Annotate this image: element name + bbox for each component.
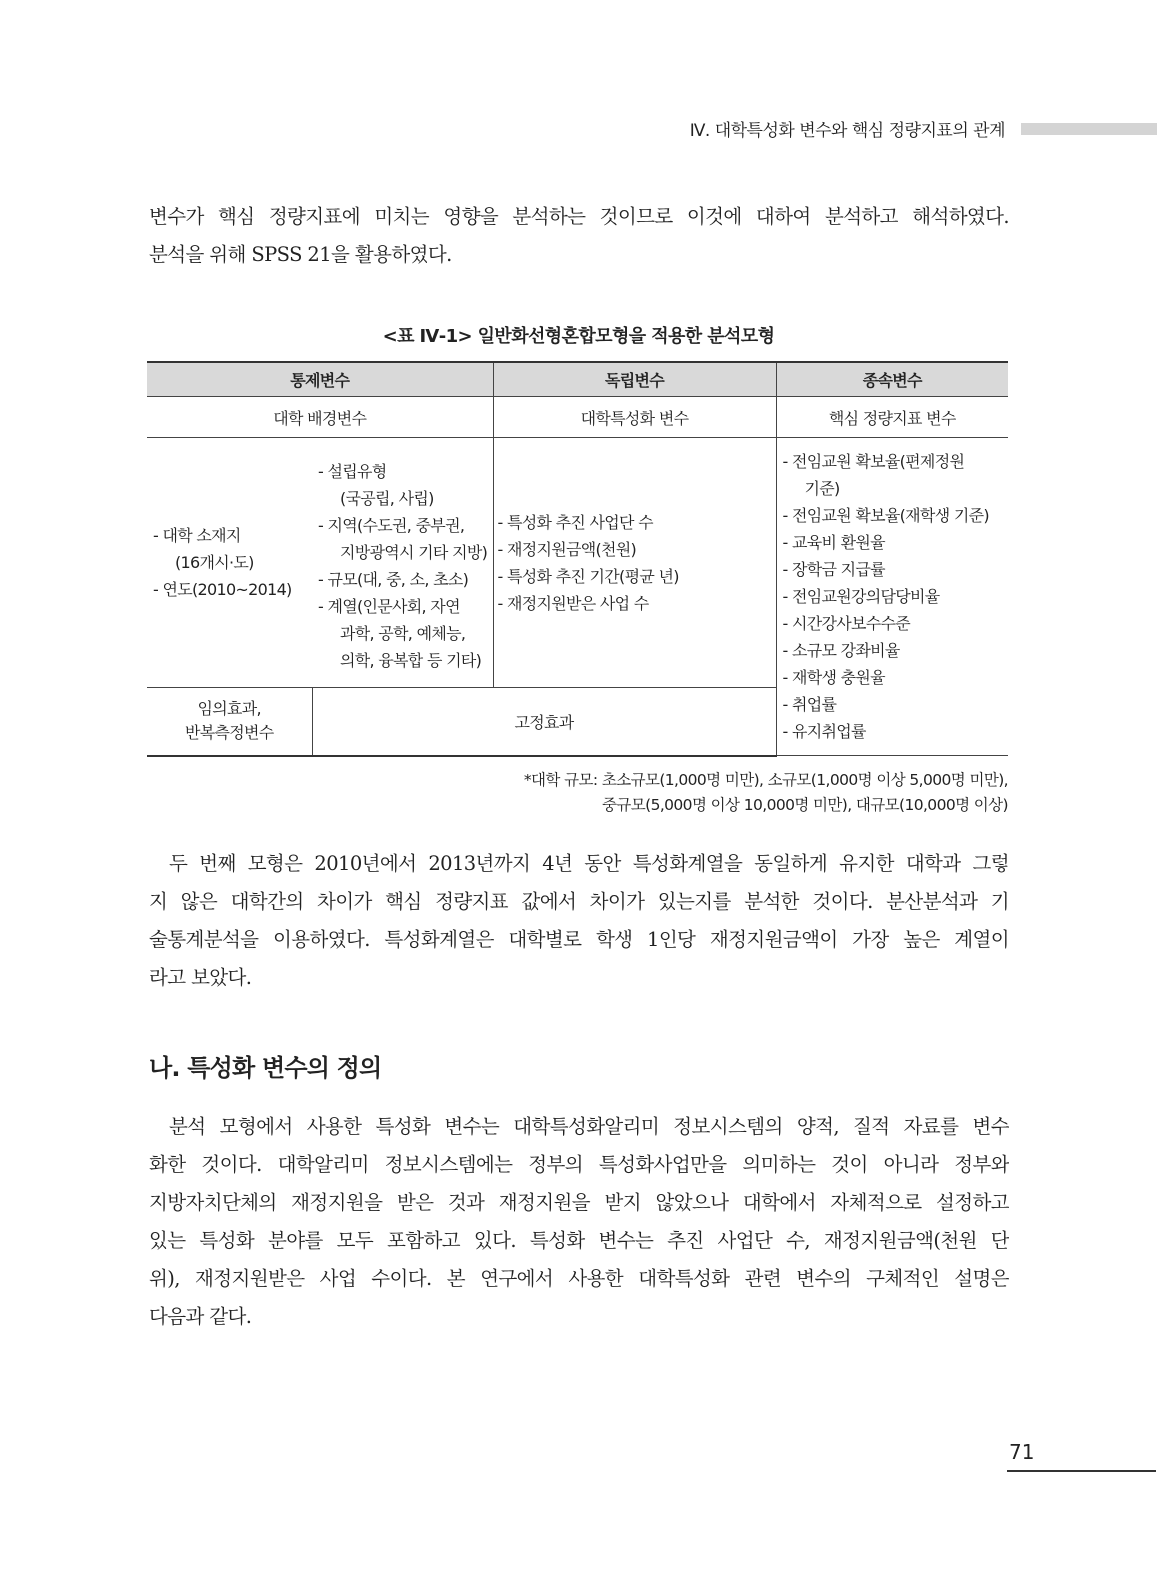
text-line: 술통계분석을 이용하였다. 특성화계열은 대학별로 학생 1인당 재정지원금액이 가장 높은 계열이	[149, 928, 1009, 951]
header-independent-vars: 독립변수	[493, 362, 776, 397]
table-caption: <표 Ⅳ-1> 일반화선형혼합모형을 적용한 분석모형	[382, 326, 775, 347]
dependent-cell	[776, 438, 1008, 756]
fixed-effect-cell: 고정효과	[312, 688, 776, 756]
text-line: 지 않은 대학간의 차이가 핵심 정량지표 값에서 차이가 있는지를 분석한 것이다. 분산분석과 기	[149, 890, 1009, 913]
running-header: Ⅳ. 대학특성화 변수와 핵심 정량지표의 관계	[689, 121, 1005, 141]
list-item: (국공립, 사립)	[340, 489, 434, 508]
random-effect-line: 반복측정변수	[184, 723, 274, 743]
control-right-cell	[312, 438, 493, 688]
subheader-background-vars: 대학 배경변수	[147, 397, 493, 438]
text-line: 위), 재정지원받은 사업 수이다. 본 연구에서 사용한 대학특성화 관련 변수의 구체적인 설명은	[149, 1267, 1009, 1290]
note-line: *대학 규모: 초소규모(1,000명 미만), 소규모(1,000명 이상 5,000명 미만),	[523, 771, 1008, 789]
header-dependent-vars: 종속변수	[776, 362, 1008, 397]
text-line: 분석 모형에서 사용한 특성화 변수는 대학특성화알리미 정보시스템의 양적, 질적 자료를 변수	[169, 1115, 1009, 1138]
page-number: 71	[1009, 1440, 1035, 1464]
list-item: - 소규모 강좌비율	[782, 641, 900, 660]
list-item: - 계열(인문사회, 자연	[318, 597, 460, 616]
list-item: - 연도(2010~2014)	[153, 580, 292, 599]
independent-cell	[493, 438, 776, 688]
list-item: - 전임교원 확보율(편제정원	[782, 452, 965, 471]
subheader-specialization-vars: 대학특성화 변수	[493, 397, 776, 438]
table-note	[524, 768, 1008, 818]
header-decor-bar	[1021, 123, 1157, 135]
header-control-vars: 통제변수	[147, 362, 493, 397]
independent-list	[498, 509, 776, 617]
list-item: - 지역(수도권, 중부권,	[318, 516, 465, 535]
text-line: 변수가 핵심 정량지표에 미치는 영향을 분석하는 것이므로 이것에 대하여 분석하고 해석하였다.	[149, 205, 1009, 228]
text-line: 있는 특성화 분야를 모두 포함하고 있다. 특성화 변수는 추진 사업단 수, 재정지원금액(천원 단	[149, 1229, 1009, 1252]
list-item: (16개시·도)	[175, 553, 254, 572]
list-item: 의학, 융복합 등 기타)	[340, 651, 482, 670]
list-item: - 대학 소재지	[153, 526, 241, 545]
variable-definition-paragraph	[149, 1108, 1009, 1336]
list-item: - 재학생 충원율	[782, 668, 885, 687]
text-line: 라고 보았다.	[149, 966, 252, 989]
page-number-rule	[1007, 1470, 1156, 1472]
list-item: 과학, 공학, 예체능,	[340, 624, 466, 643]
text-line: 다음과 같다.	[149, 1305, 252, 1328]
list-item: 기준)	[804, 479, 840, 498]
list-item: 지방광역시 기타 지방)	[340, 543, 488, 562]
text-line: 분석을 위해 SPSS 21을 활용하였다.	[149, 243, 452, 266]
list-item: - 특성화 추진 사업단 수	[497, 512, 653, 532]
analysis-model-table	[147, 361, 1008, 757]
second-model-paragraph	[149, 845, 1009, 997]
list-item: - 교육비 환원율	[782, 533, 885, 552]
list-item: - 규모(대, 중, 소, 초소)	[318, 570, 469, 589]
control-right-list	[318, 458, 493, 674]
list-item: - 장학금 지급률	[782, 560, 885, 579]
intro-paragraph	[149, 198, 1009, 274]
text-line: 지방자치단체의 재정지원을 받은 것과 재정지원을 받지 않았으나 대학에서 자체적으로 설정하고	[149, 1191, 1009, 1214]
text-line: 화한 것이다. 대학알리미 정보시스템에는 정부의 특성화사업만을 의미하는 것이 아니라 정부와	[149, 1153, 1009, 1176]
list-item: - 시간강사보수수준	[782, 614, 911, 633]
note-line: 중규모(5,000명 이상 10,000명 미만), 대규모(10,000명 이상)	[602, 796, 1008, 814]
control-left-cell	[147, 438, 312, 688]
random-effect-line: 임의효과,	[197, 699, 261, 719]
list-item: - 전임교원 확보율(재학생 기준)	[782, 506, 989, 525]
list-item: - 재정지원받은 사업 수	[497, 593, 649, 613]
list-item: - 설립유형	[318, 462, 387, 481]
control-left-list	[153, 522, 312, 603]
list-item: - 취업률	[782, 695, 837, 714]
list-item: - 전임교원강의담당비율	[782, 587, 940, 606]
text-line: 두 번째 모형은 2010년에서 2013년까지 4년 동안 특성화계열을 동일하게 유지한 대학과 그렇	[169, 852, 1009, 875]
list-item: - 특성화 추진 기간(평균 년)	[497, 566, 679, 586]
dependent-list	[783, 448, 1009, 745]
subheader-indicator-vars: 핵심 정량지표 변수	[776, 397, 1008, 438]
section-heading: 나. 특성화 변수의 정의	[149, 1054, 382, 1082]
list-item: - 재정지원금액(천원)	[497, 539, 637, 559]
random-effect-cell	[147, 688, 312, 756]
list-item: - 유지취업률	[782, 722, 866, 741]
